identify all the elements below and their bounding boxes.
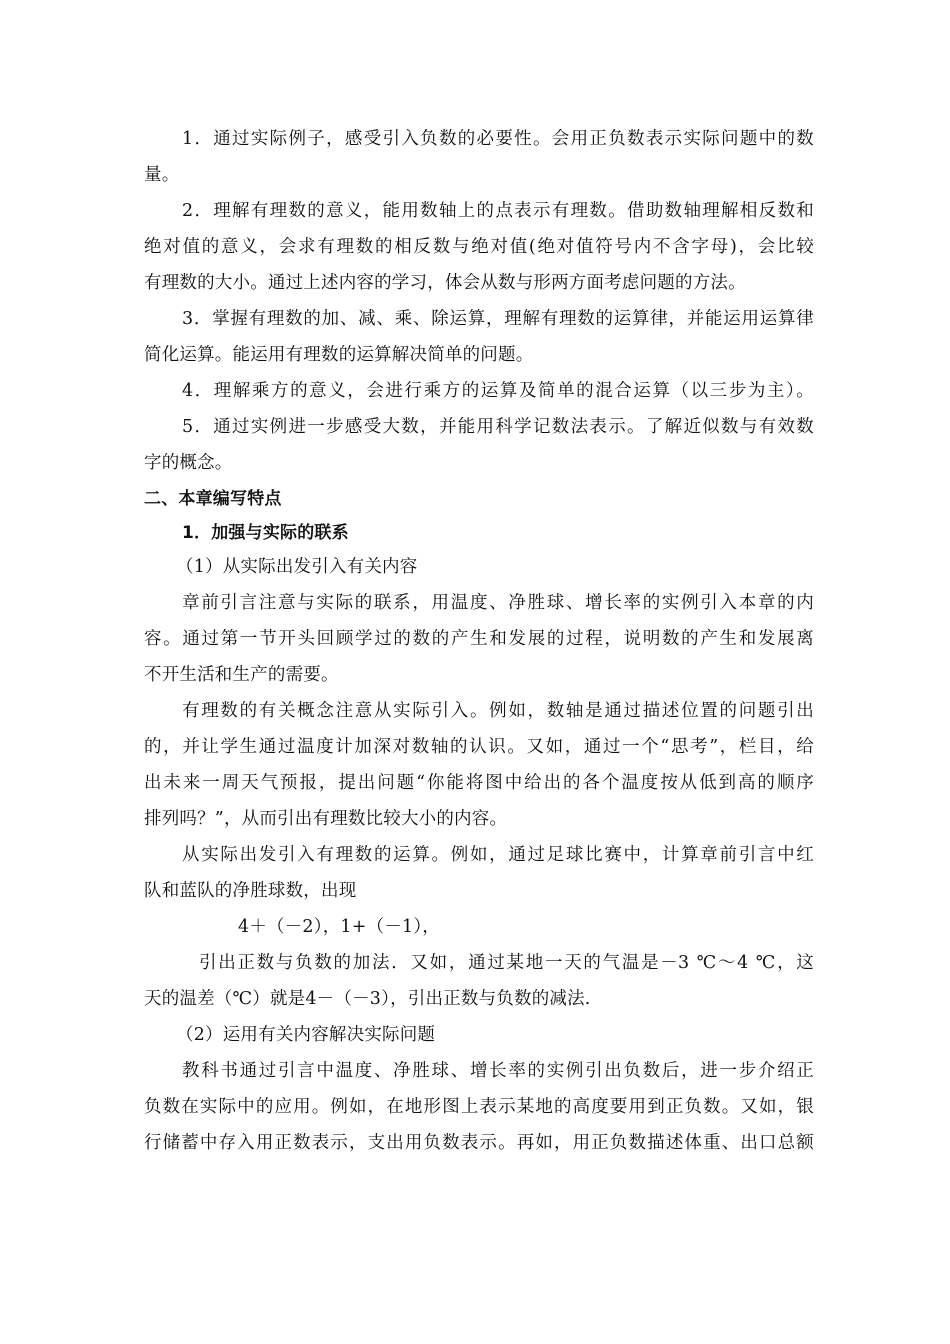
paragraph-line: 的，并让学生通过温度计加深对数轴的认识。又如，通过一个“思考”，栏目，给	[144, 737, 814, 757]
paragraph-line: 量。	[144, 165, 180, 185]
paragraph-line: 5．通过实例进一步感受大数，并能用科学记数法表示。了解近似数与有效数	[182, 417, 814, 437]
paragraph-line: 章前引言注意与实际的联系，用温度、净胜球、增长率的实例引入本章的内	[182, 593, 814, 613]
section-heading: 二、本章编写特点	[144, 489, 282, 509]
paragraph-line: 有理数的大小。通过上述内容的学习，体会从数与形两方面考虑问题的方法。	[144, 273, 746, 293]
math-expression: 4＋（－2），1+（－1），	[238, 917, 440, 937]
paragraph-line: 负数在实际中的应用。例如，在地形图上表示某地的高度要用到正负数。又如，银	[144, 1097, 814, 1117]
paragraph-line: 1．通过实际例子，感受引入负数的必要性。会用正负数表示实际问题中的数	[182, 129, 814, 149]
paragraph-line: 不开生活和生产的需要。	[144, 665, 339, 685]
paragraph-line: 引出正数与负数的加法．又如，通过某地一天的气温是－3 ℃～4 ℃，这	[199, 953, 814, 973]
paragraph-line: 4．理解乘方的意义，会进行乘方的运算及简单的混合运算（以三步为主）。	[182, 381, 814, 401]
paragraph-line: 从实际出发引入有理数的运算。例如，通过足球比赛中，计算章前引言中红	[182, 845, 814, 865]
subsection-heading: 1．加强与实际的联系	[182, 523, 349, 543]
paragraph-line: 行储蓄中存入用正数表示，支出用负数表示。再如，用正负数描述体重、出口总额	[144, 1133, 814, 1153]
paragraph-line: 队和蓝队的净胜球数，出现	[144, 881, 357, 901]
paragraph-line: 有理数的有关概念注意从实际引入。例如，数轴是通过描述位置的问题引出	[182, 701, 814, 721]
sub-heading: （2）运用有关内容解决实际问题	[176, 1025, 436, 1045]
sub-heading: （1）从实际出发引入有关内容	[176, 557, 418, 577]
paragraph-line: 教科书通过引言中温度、净胜球、增长率的实例引出负数后，进一步介绍正	[182, 1061, 814, 1081]
paragraph-line: 出未来一周天气预报，提出问题“你能将图中给出的各个温度按从低到高的顺序	[144, 773, 814, 793]
paragraph-line: 天的温差（℃）就是4－（－3），引出正数与负数的减法.	[144, 989, 591, 1009]
paragraph-line: 容。通过第一节开头回顾学过的数的产生和发展的过程，说明数的产生和发展离	[144, 629, 814, 649]
paragraph-line: 字的概念。	[144, 453, 233, 473]
paragraph-line: 3．掌握有理数的加、减、乘、除运算，理解有理数的运算律，并能运用运算律	[182, 309, 814, 329]
paragraph-line: 排列吗？”，从而引出有理数比较大小的内容。	[144, 809, 508, 829]
paragraph-line: 2．理解有理数的意义，能用数轴上的点表示有理数。借助数轴理解相反数和	[182, 201, 814, 221]
paragraph-line: 简化运算。能运用有理数的运算解决简单的问题。	[144, 345, 534, 365]
paragraph-line: 绝对值的意义，会求有理数的相反数与绝对值(绝对值符号内不含字母)，会比较	[144, 237, 814, 257]
